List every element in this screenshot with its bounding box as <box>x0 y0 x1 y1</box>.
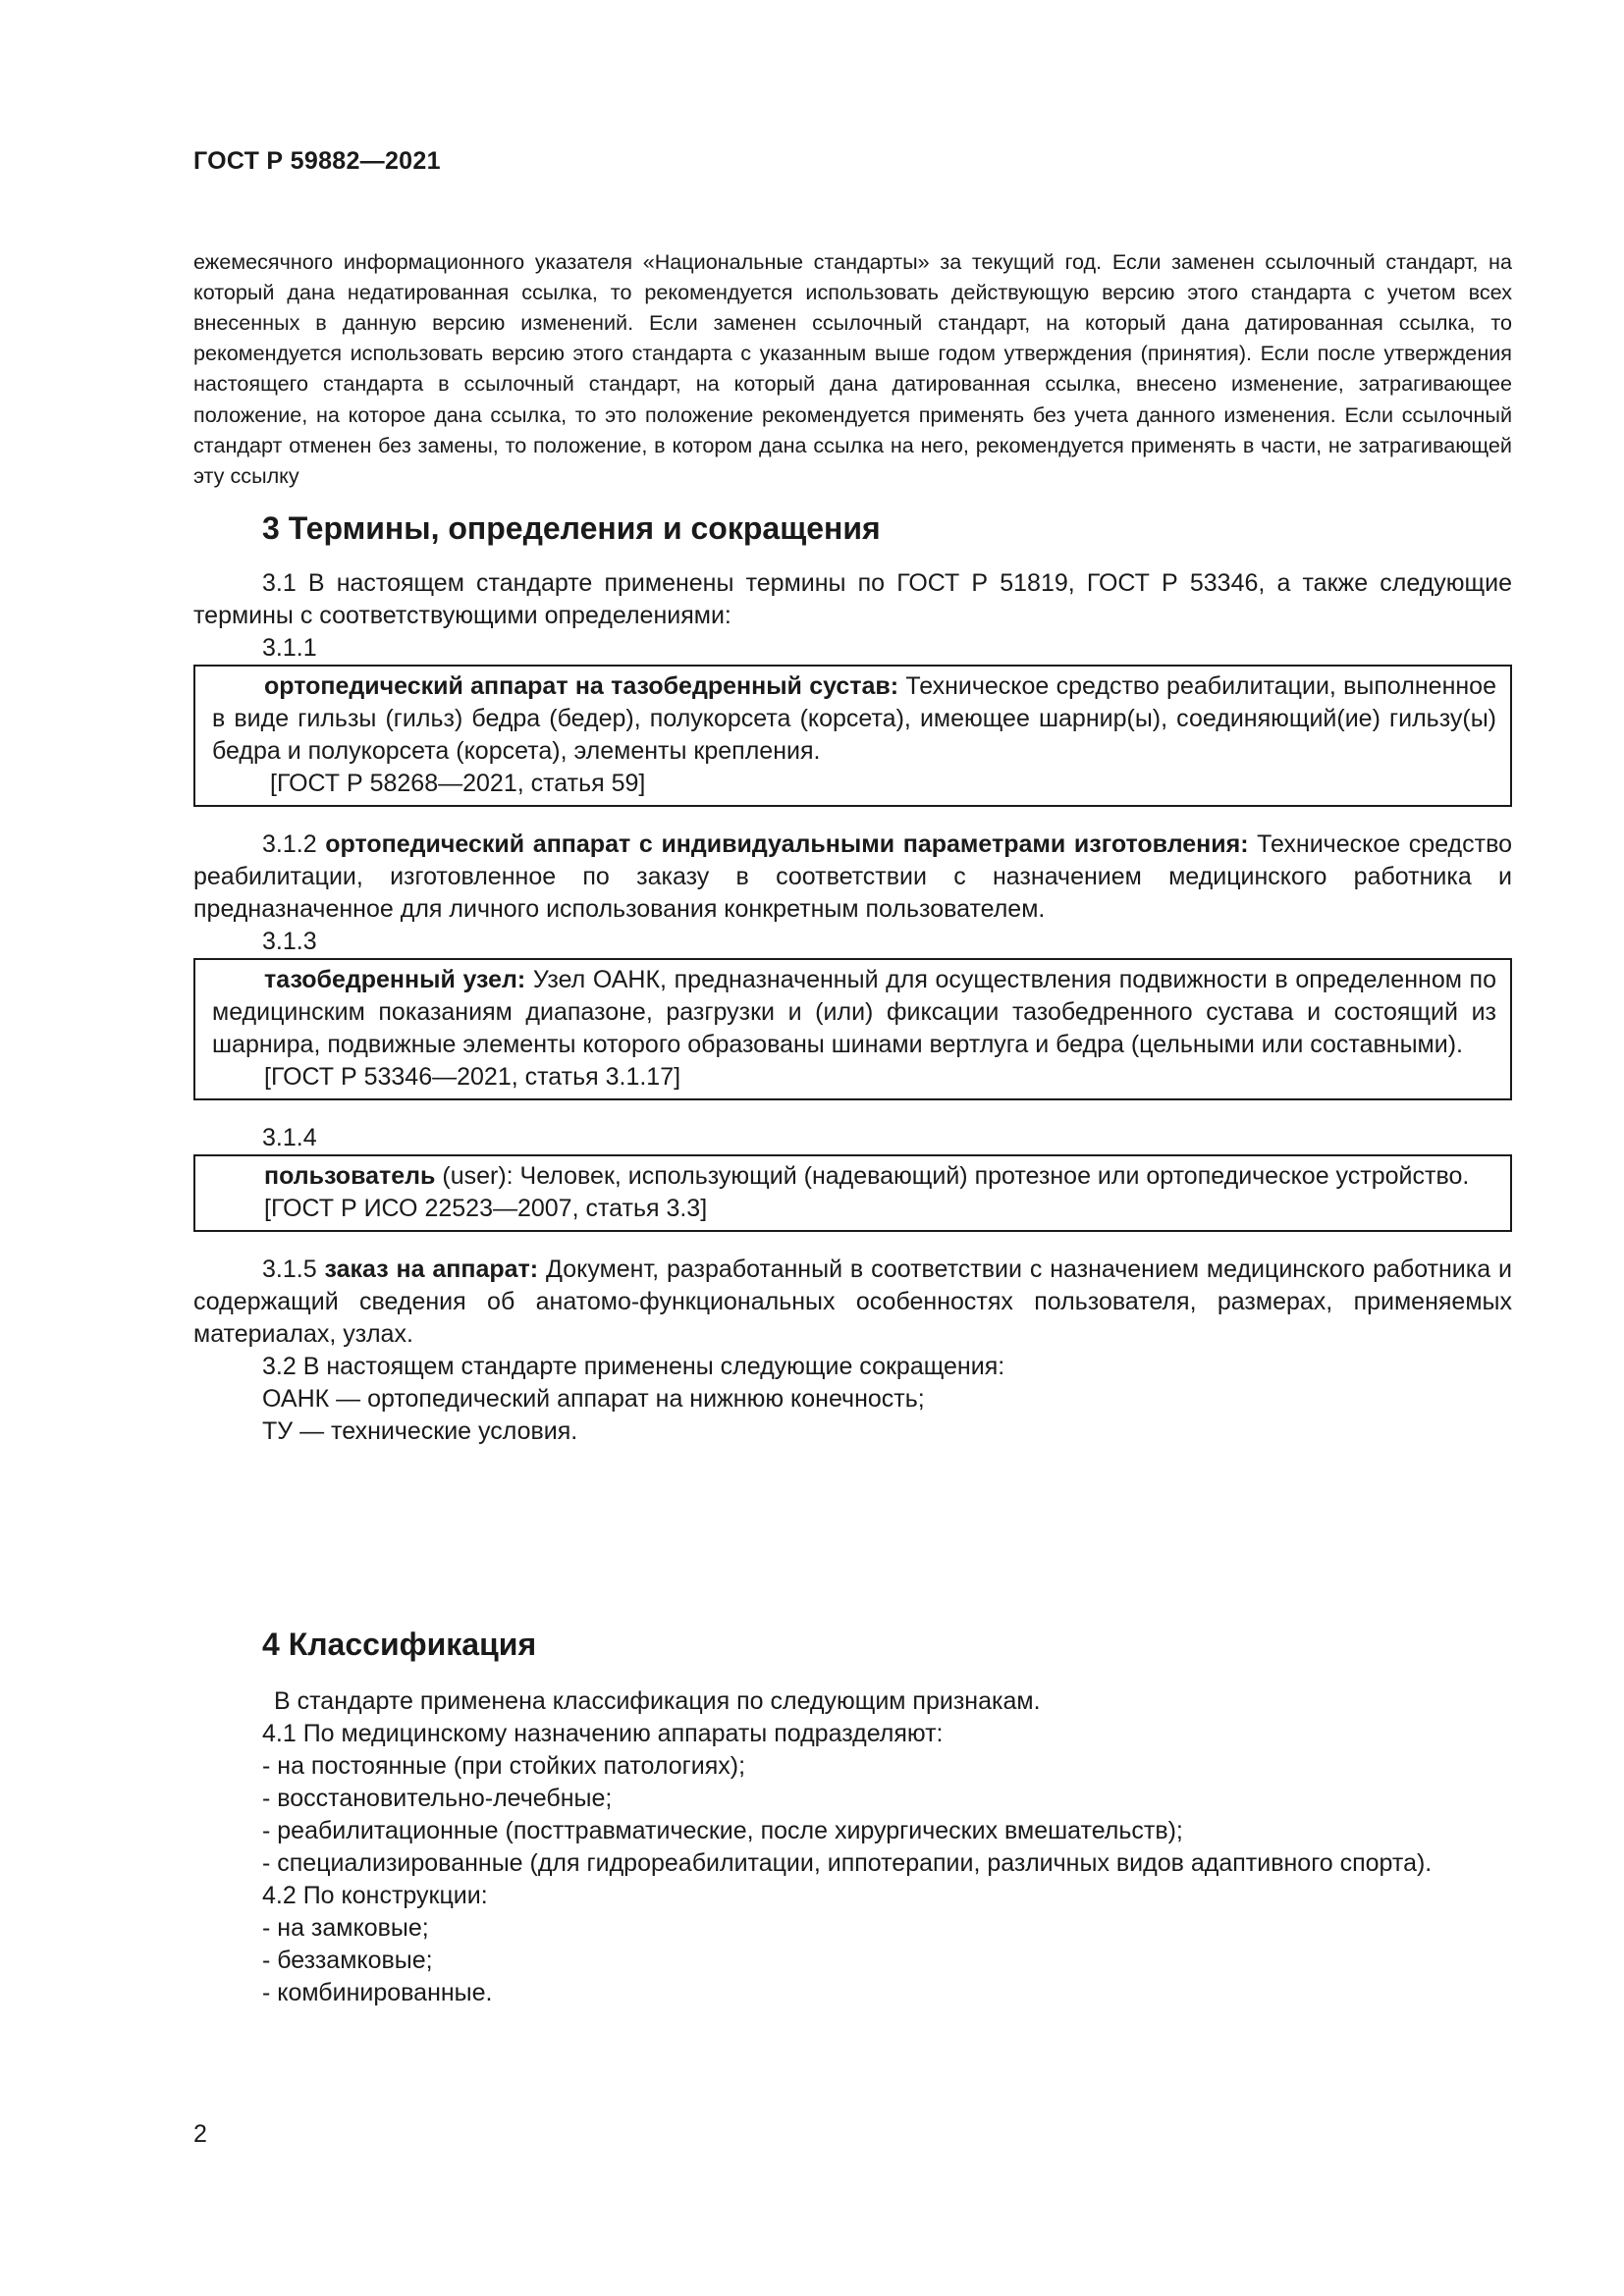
section-3-heading: 3 Термины, определения и сокращения <box>262 510 881 546</box>
paragraph-4-1: 4.1 По медицинскому назначению аппараты подразделяют: <box>262 1720 944 1747</box>
term-3-1-1-number: 3.1.1 <box>262 634 317 662</box>
term-3-1-4-term: пользователь <box>264 1162 436 1190</box>
section-4 <box>193 1625 1512 2009</box>
list-item: - на постоянные (при стойких патологиях); <box>262 1752 746 1780</box>
term-3-1-3-box <box>193 958 1512 1100</box>
term-3-1-1-box <box>193 665 1512 807</box>
section-4-intro: В стандарте применена классификация по следующим признакам. <box>274 1687 1041 1715</box>
paragraph-3-1: 3.1 В настоящем стандарте применены термины по ГОСТ Р 51819, ГОСТ Р 53346, а также следующие термины с соответствующими определениями: <box>193 569 1512 629</box>
term-3-1-1-term: ортопедический аппарат на тазобедренный сустав: <box>264 672 899 700</box>
list-item: - восстановительно-лечебные; <box>262 1785 613 1812</box>
section-3 <box>193 508 1512 1448</box>
term-3-1-2-definition <box>193 828 1512 926</box>
term-3-1-5-definition <box>193 1254 1512 1351</box>
page-number: 2 <box>193 2120 207 2148</box>
document-code: ГОСТ Р 59882—2021 <box>193 147 441 175</box>
intro-paragraph: ежемесячного информационного указателя «Национальные стандарты» за текущий год. Если заменен ссылочный стандарт, на который дана недатированная ссылка, то рекомендуется использовать действующую версию этого стандарта с учетом всех внесенных в данную версию изменений. Если заменен ссылочный стандарт, на который дана датированная ссылка, то рекомендуется использовать версию этого стандарта с указанным выше годом утверждения (принятия). Если после утверждения настоящего стандарта в ссылочный стандарт, на который дана датированная ссылка, внесено изменение, затрагивающее положение, на которое дана ссылка, то это положение рекомендуется применять без учета данного изменения. Если ссылочный стандарт отменен без замены, то положение, в котором дана ссылка на него, рекомендуется применять в части, не затрагивающей эту ссылку <box>193 248 1512 489</box>
term-3-1-2-term: ортопедический аппарат с индивидуальными параметрами изготовления: <box>325 830 1249 858</box>
paragraph-4-2: 4.2 По конструкции: <box>262 1882 488 1909</box>
paragraph-3-2: 3.2 В настоящем стандарте применены следующие сокращения: <box>262 1353 1005 1380</box>
term-3-1-3-term: тазобедренный узел: <box>264 966 526 993</box>
term-3-1-4-definition <box>212 1160 1496 1193</box>
abbreviation-tu: ТУ — технические условия. <box>262 1417 578 1445</box>
term-3-1-2-text: Техническое средство реабилитации, изготовленное по заказу в соответствии с назначением медицинского работника и предназначенное для личного использования конкретным пользователем. <box>193 830 1512 923</box>
term-3-1-4-box <box>193 1154 1512 1232</box>
term-3-1-3-text: Узел ОАНК, предназначенный для осуществления подвижности в определенном по медицинским показаниям диапазоне, разгрузки и (или) фиксации тазобедренного сустава и состоящий из шарнира, подвижные элементы которого образованы шинами вертлуга и бедра (цельными или составными). <box>212 966 1496 1058</box>
term-3-1-2-number: 3.1.2 <box>262 830 326 858</box>
term-3-1-4-source: [ГОСТ Р ИСО 22523—2007, статья 3.3] <box>264 1195 708 1222</box>
list-item: - комбинированные. <box>262 1979 493 2006</box>
term-3-1-3-number: 3.1.3 <box>262 928 317 955</box>
term-3-1-4-text: (user): Человек, использующий (надевающий) протезное или ортопедическое устройство. <box>435 1162 1470 1190</box>
abbreviation-oank: ОАНК — ортопедический аппарат на нижнюю конечность; <box>262 1385 925 1413</box>
list-item: - на замковые; <box>262 1914 429 1942</box>
term-3-1-3-source: [ГОСТ Р 53346—2021, статья 3.1.17] <box>264 1063 681 1091</box>
list-item: - реабилитационные (посттравматические, после хирургических вмешательств); <box>262 1817 1183 1844</box>
list-item: - специализированные (для гидрореабилитации, иппотерапии, различных видов адаптивного спорта). <box>262 1849 1433 1877</box>
term-3-1-5-text: Документ, разработанный в соответствии с назначением медицинского работника и содержащий сведения об анатомо-функциональных особенностях пользователя, размерах, применяемых материалах, узлах. <box>193 1255 1512 1348</box>
term-3-1-4-number: 3.1.4 <box>262 1124 317 1151</box>
term-3-1-1-definition <box>212 670 1496 768</box>
term-3-1-1-source: [ГОСТ Р 58268—2021, статья 59] <box>270 770 646 797</box>
term-3-1-5-term: заказ на аппарат: <box>324 1255 539 1283</box>
term-3-1-3-definition <box>212 964 1496 1061</box>
term-3-1-1-text: Техническое средство реабилитации, выполненное в виде гильзы (гильз) бедра (бедер), полукорсета (корсета), имеющее шарнир(ы), соединяющий(ие) гильзу(ы) бедра и полукорсета (корсета), элементы крепления. <box>212 672 1496 765</box>
list-item: - беззамковые; <box>262 1947 433 1974</box>
term-3-1-5-number: 3.1.5 <box>262 1255 325 1283</box>
section-4-heading: 4 Классификация <box>262 1627 537 1662</box>
